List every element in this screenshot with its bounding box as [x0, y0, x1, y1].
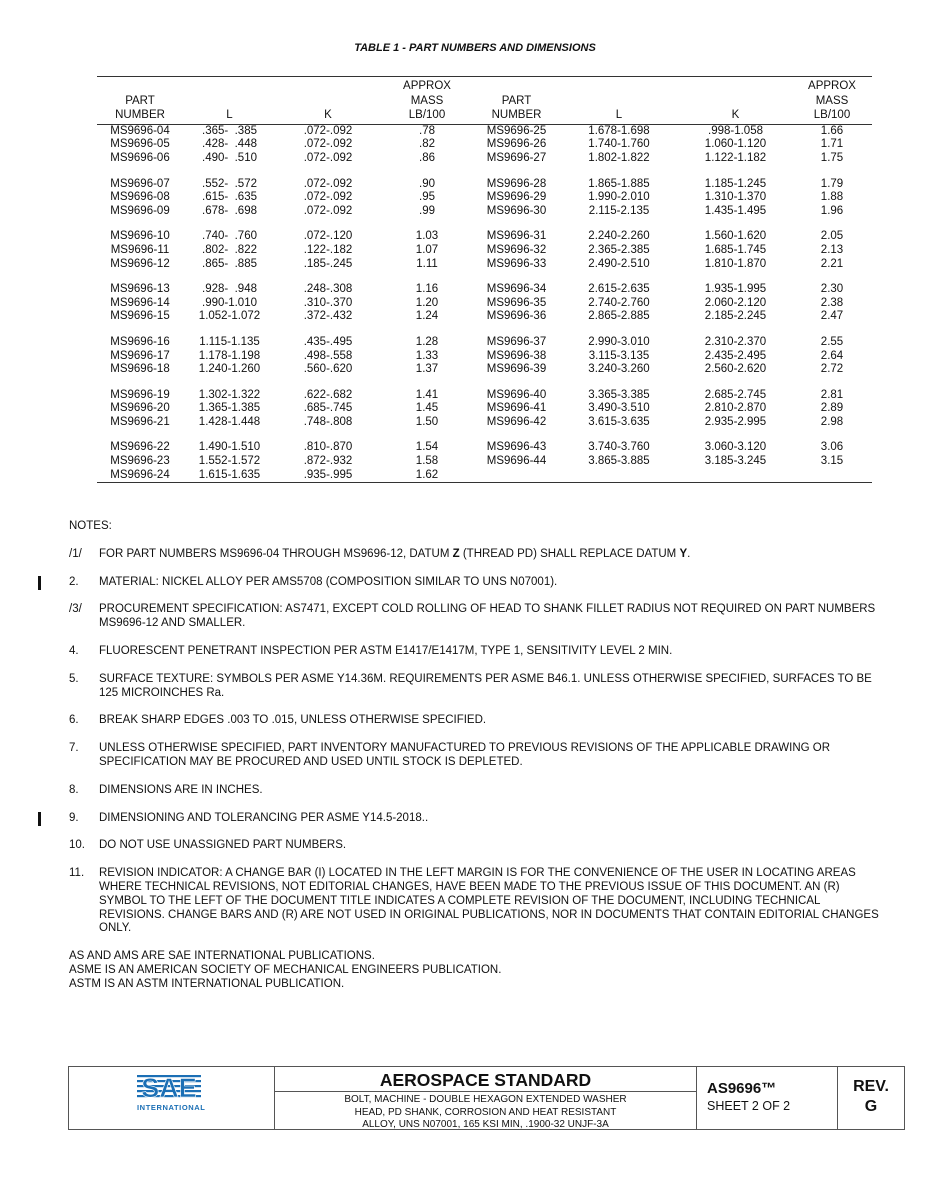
- l-right: 1.740-1.760: [588, 138, 650, 151]
- mass-left: 1.07: [415, 243, 439, 256]
- note-number: 11.: [69, 867, 85, 880]
- part-number-left: MS9696-15: [110, 310, 170, 323]
- mass-right: 3.06: [820, 441, 844, 454]
- part-number-left: MS9696-20: [110, 402, 170, 415]
- part-number-left: MS9696-05: [110, 138, 170, 151]
- mass-left: 1.54: [415, 441, 439, 454]
- l-left: 1.240-1.260: [198, 363, 261, 376]
- part-number-left: MS9696-09: [110, 204, 170, 217]
- part-numbers-table: [97, 76, 872, 483]
- k-left: .072-.120: [303, 230, 353, 243]
- sae-logo-icon: [137, 1073, 201, 1101]
- part-number-left: MS9696-11: [110, 243, 170, 256]
- part-number-right: MS9696-26: [486, 138, 547, 151]
- description-line: HEAD, PD SHANK, CORROSION AND HEAT RESISTANT: [354, 1106, 617, 1118]
- mass-right: 2.47: [820, 310, 844, 323]
- mass-left: .86: [419, 151, 435, 164]
- part-number-right: MS9696-43: [486, 441, 547, 454]
- header-part-right: PART: [501, 94, 532, 107]
- l-left: 1.178-1.198: [198, 349, 261, 362]
- mass-right: 2.30: [820, 283, 844, 296]
- l-right: 1.990-2.010: [588, 191, 650, 204]
- mass-left: .78: [419, 124, 435, 137]
- revision-value: G: [864, 1098, 878, 1115]
- note-number: 6.: [69, 714, 79, 727]
- l-right: 2.740-2.760: [588, 296, 650, 309]
- table-row: [97, 377, 872, 403]
- mass-right: 1.88: [820, 191, 844, 204]
- l-left: 1.115-1.135: [199, 335, 260, 348]
- header-k-left: K: [276, 109, 380, 124]
- logo-subtext: INTERNATIONAL: [137, 1103, 206, 1112]
- publication-line: ASTM IS AN ASTM INTERNATIONAL PUBLICATION.: [69, 977, 345, 990]
- note-number: 4.: [69, 644, 79, 657]
- k-left: .072-.092: [303, 177, 353, 190]
- part-number-right: MS9696-41: [486, 402, 547, 415]
- k-right: 1.060-1.120: [704, 138, 767, 151]
- mass-right: 2.05: [820, 230, 844, 243]
- note-number: /1/: [69, 547, 82, 560]
- l-right: 2.115-2.135: [588, 204, 650, 217]
- k-right: 3.185-3.245: [704, 455, 767, 468]
- k-right: [679, 469, 792, 483]
- part-number-right: MS9696-35: [486, 296, 547, 309]
- header-lb100-right: LB/100: [792, 109, 872, 124]
- l-left: .928- .948: [202, 283, 257, 296]
- l-right: 2.990-3.010: [588, 335, 650, 348]
- l-left: .678- .698: [202, 204, 257, 217]
- note-text: DIMENSIONS ARE IN INCHES.: [99, 783, 263, 796]
- k-right: 2.435-2.495: [704, 349, 767, 362]
- k-right: 2.185-2.245: [704, 310, 767, 323]
- k-right: 2.810-2.870: [704, 402, 767, 415]
- note-1-text-post: .: [687, 547, 691, 560]
- description-line: BOLT, MACHINE - DOUBLE HEXAGON EXTENDED WASHER: [344, 1094, 627, 1105]
- l-right: 1.865-1.885: [588, 177, 650, 190]
- table-row: [97, 205, 872, 219]
- part-number-left: MS9696-17: [110, 349, 170, 362]
- note-9: [69, 812, 879, 826]
- mass-right: 1.79: [820, 177, 844, 190]
- k-left: .310-.370: [303, 296, 353, 309]
- part-number-left: MS9696-18: [110, 363, 170, 376]
- part-number-right: MS9696-33: [486, 257, 547, 270]
- mass-left: 1.03: [415, 230, 439, 243]
- note-2: [69, 576, 879, 590]
- mass-right: 3.15: [820, 455, 844, 468]
- l-left: .365- .385: [202, 124, 257, 137]
- mass-left: 1.45: [415, 402, 439, 415]
- mass-right: 2.98: [820, 415, 844, 428]
- l-right: 3.115-3.135: [588, 349, 650, 362]
- table-row: [97, 324, 872, 350]
- mass-left: 1.16: [415, 283, 439, 296]
- l-right: 2.490-2.510: [588, 257, 650, 270]
- note-6: [69, 714, 879, 728]
- part-number-right: MS9696-29: [486, 191, 547, 204]
- table-row: [97, 244, 872, 258]
- k-left: .685-.745: [303, 402, 353, 415]
- header-k-right: K: [679, 109, 792, 124]
- part-number-left: MS9696-10: [110, 230, 170, 243]
- k-left: .622-.682: [303, 388, 353, 401]
- note-8: [69, 784, 879, 798]
- note-4: [69, 645, 879, 659]
- note-text: SURFACE TEXTURE: SYMBOLS PER ASME Y14.36M. REQUIREMENTS PER ASME B46.1. UNLESS OTHERWISE SPECIFIED, SURFACES TO BE 125 MICROINCHES Ra.: [99, 672, 872, 699]
- note-text: PROCUREMENT SPECIFICATION: AS7471, EXCEPT COLD ROLLING OF HEAD TO SHANK FILLET RADIUS NOT REQUIRED ON PART NUMBERS MS9696-12 AND SMALLER.: [99, 603, 876, 630]
- part-number-left: MS9696-06: [110, 151, 170, 164]
- datum-z: Z: [452, 547, 460, 560]
- k-left: .072-.092: [303, 204, 353, 217]
- table-row: [97, 271, 872, 297]
- part-number-right: MS9696-37: [486, 335, 547, 348]
- l-right: 2.365-2.385: [588, 243, 650, 256]
- part-number-right: [474, 469, 559, 483]
- k-right: 2.685-2.745: [704, 388, 767, 401]
- part-number-right: MS9696-31: [486, 230, 547, 243]
- mass-left: 1.20: [415, 296, 439, 309]
- mass-right: [792, 469, 872, 483]
- part-number-left: MS9696-23: [110, 455, 170, 468]
- l-right: 3.865-3.885: [588, 455, 650, 468]
- table-row: [97, 297, 872, 311]
- part-number-left: MS9696-07: [110, 177, 170, 190]
- mass-right: 1.71: [820, 138, 844, 151]
- k-right: 2.935-2.995: [704, 415, 767, 428]
- k-left: .435-.495: [303, 335, 353, 348]
- mass-left: 1.50: [415, 415, 439, 428]
- k-right: 2.310-2.370: [704, 335, 767, 348]
- mass-right: 1.96: [820, 204, 844, 217]
- k-left: .935-.995: [276, 469, 380, 483]
- k-right: 1.122-1.182: [704, 151, 767, 164]
- l-right: 2.615-2.635: [588, 283, 650, 296]
- k-left: .072-.092: [303, 138, 353, 151]
- note-number: /3/: [69, 603, 82, 616]
- mass-left: 1.28: [415, 335, 439, 348]
- part-number-left: MS9696-19: [110, 388, 170, 401]
- note-number: 5.: [69, 672, 79, 685]
- mass-right: 2.21: [820, 257, 844, 270]
- l-right: 3.240-3.260: [588, 363, 650, 376]
- part-number-left: MS9696-16: [110, 335, 170, 348]
- mass-right: 1.66: [820, 124, 844, 137]
- header-part-left: PART: [125, 94, 155, 107]
- l-left: 1.365-1.385: [198, 402, 261, 415]
- note-number: 10.: [69, 839, 85, 852]
- l-left: 1.052-1.072: [198, 310, 261, 323]
- note-number: 2.: [69, 575, 79, 588]
- part-number-right: MS9696-40: [486, 388, 547, 401]
- header-number-left: NUMBER: [97, 109, 183, 124]
- table-row: [97, 218, 872, 244]
- mass-right: 2.89: [820, 402, 844, 415]
- k-right: 1.560-1.620: [704, 230, 767, 243]
- table-row: [97, 152, 872, 166]
- k-left: .248-.308: [303, 283, 353, 296]
- table-row: [97, 455, 872, 469]
- notes-section: [69, 520, 879, 992]
- header-l-left: L: [183, 109, 276, 124]
- notes-heading: NOTES:: [69, 520, 112, 532]
- document-number-cell: [697, 1067, 838, 1129]
- table-row: [97, 124, 872, 138]
- note-11: [69, 867, 879, 936]
- part-number-right: MS9696-44: [486, 455, 547, 468]
- header-l-right: L: [559, 109, 679, 124]
- table-body: [97, 124, 872, 482]
- mass-left: 1.33: [415, 349, 439, 362]
- l-right: 2.240-2.260: [588, 230, 650, 243]
- k-left: .810-.870: [303, 441, 353, 454]
- mass-left: 1.37: [415, 363, 439, 376]
- table-row: [97, 416, 872, 430]
- revision-label: REV.: [853, 1078, 889, 1095]
- mass-right: 1.75: [820, 151, 844, 164]
- l-left: 1.302-1.322: [198, 388, 261, 401]
- header-lb100-left: LB/100: [380, 109, 474, 124]
- part-number-right: MS9696-25: [486, 124, 547, 137]
- table-row: [97, 166, 872, 192]
- mass-left: .99: [419, 204, 435, 217]
- l-left: 1.552-1.572: [198, 455, 261, 468]
- part-number-right: MS9696-36: [486, 310, 547, 323]
- k-left: .185-.245: [303, 257, 353, 270]
- header-number-right: NUMBER: [474, 109, 559, 124]
- part-number-left: MS9696-13: [110, 283, 170, 296]
- note-1: [69, 548, 879, 562]
- note-number: 7.: [69, 742, 79, 755]
- header-mass-right: MASS: [815, 94, 849, 107]
- part-number-left: MS9696-14: [110, 296, 170, 309]
- note-text: DO NOT USE UNASSIGNED PART NUMBERS.: [99, 839, 347, 852]
- table-row: [97, 429, 872, 455]
- note-text: BREAK SHARP EDGES .003 TO .015, UNLESS OTHERWISE SPECIFIED.: [99, 714, 487, 727]
- mass-left: .82: [419, 138, 435, 151]
- note-5: [69, 673, 879, 701]
- k-right: 3.060-3.120: [704, 441, 767, 454]
- k-left: .122-.182: [303, 243, 353, 256]
- k-right: 1.310-1.370: [704, 191, 767, 204]
- note-text: DIMENSIONING AND TOLERANCING PER ASME Y14.5-2018..: [99, 811, 429, 824]
- k-left: .072-.092: [303, 151, 353, 164]
- change-bar: [38, 576, 41, 590]
- note-text: FLUORESCENT PENETRANT INSPECTION PER ASTM E1417/E1417M, TYPE 1, SENSITIVITY LEVEL 2 MIN.: [99, 644, 673, 657]
- k-left: .072-.092: [303, 124, 353, 137]
- l-left: 1.615-1.635: [183, 469, 276, 483]
- mass-right: 2.81: [820, 388, 844, 401]
- l-left: 1.490-1.510: [198, 441, 261, 454]
- change-bar: [38, 812, 41, 826]
- table-row: [97, 191, 872, 205]
- k-right: 1.810-1.870: [704, 257, 767, 270]
- k-left: .560-.620: [303, 363, 353, 376]
- note-7: [69, 742, 879, 770]
- l-right: 2.865-2.885: [588, 310, 650, 323]
- part-number-right: MS9696-27: [486, 151, 547, 164]
- standard-description: [275, 1092, 696, 1132]
- table-row: [97, 138, 872, 152]
- mass-right: 2.64: [820, 349, 844, 362]
- mass-left: 1.58: [415, 455, 439, 468]
- k-left: .748-.808: [303, 415, 353, 428]
- publication-line: AS AND AMS ARE SAE INTERNATIONAL PUBLICATIONS.: [69, 950, 375, 963]
- note-text: REVISION INDICATOR: A CHANGE BAR (I) LOCATED IN THE LEFT MARGIN IS FOR THE CONVENIENCE OF THE USER IN LOCATING AREAS WHERE TECHNICAL REVISIONS, NOT EDITORIAL CHANGES, HAVE BEEN MADE TO THE PREVIOUS ISSUE OF THIS DOCUMENT. AN (R) SYMBOL TO THE LEFT OF THE DOCUMENT TITLE INDICATES A COMPLETE REVISION OF THE DOCUMENT, INCLUDING TECHNICAL REVISIONS. CHANGE BARS AND (R) ARE NOT USED IN ORIGINAL PUBLICATIONS, NOR IN DOCUMENTS THAT CONTAIN EDITORIAL CHANGES ONLY.: [99, 867, 879, 935]
- mass-left: 1.11: [416, 257, 438, 270]
- k-right: 1.935-1.995: [704, 283, 767, 296]
- k-left: .372-.432: [303, 310, 353, 323]
- datum-y: Y: [679, 547, 688, 560]
- l-left: .740- .760: [202, 230, 257, 243]
- part-number-right: MS9696-42: [486, 415, 547, 428]
- k-left: .498-.558: [303, 349, 353, 362]
- part-number-right: MS9696-28: [486, 177, 547, 190]
- note-1-text-pre: FOR PART NUMBERS MS9696-04 THROUGH MS9696-12, DATUM: [99, 547, 453, 560]
- header-approx-right: APPROX: [792, 77, 872, 95]
- document-number: AS9696™: [707, 1080, 777, 1097]
- mass-right: 2.13: [820, 243, 844, 256]
- table-row: [97, 350, 872, 364]
- l-right: 1.678-1.698: [588, 124, 650, 137]
- part-number-left: MS9696-04: [110, 124, 170, 137]
- publication-line: ASME IS AN AMERICAN SOCIETY OF MECHANICAL ENGINEERS PUBLICATION.: [69, 963, 502, 976]
- l-left: .865- .885: [202, 257, 257, 270]
- l-left: .490- .510: [202, 151, 257, 164]
- part-number-right: MS9696-30: [486, 204, 547, 217]
- publications-list: [69, 950, 879, 991]
- note-1-text-mid: (THREAD PD) SHALL REPLACE DATUM: [459, 547, 680, 560]
- part-number-left: MS9696-12: [110, 257, 170, 270]
- l-right: [559, 469, 679, 483]
- l-right: 3.490-3.510: [588, 402, 650, 415]
- logo-wordmark: SAE: [141, 1073, 197, 1101]
- l-left: .802- .822: [202, 243, 257, 256]
- header-approx-left: APPROX: [380, 77, 474, 95]
- note-text: UNLESS OTHERWISE SPECIFIED, PART INVENTORY MANUFACTURED TO PREVIOUS REVISIONS OF THE APPLICABLE DRAWING OR SPECIFICATION MAY BE PROCURED AND USED UNTIL STOCK IS DEPLETED.: [99, 742, 831, 768]
- part-number-left: MS9696-22: [110, 441, 170, 454]
- k-left: .872-.932: [303, 455, 353, 468]
- sheet-number: SHEET 2 OF 2: [707, 1099, 791, 1113]
- l-left: .552- .572: [202, 177, 257, 190]
- l-right: 3.615-3.635: [588, 415, 650, 428]
- l-left: .615- .635: [202, 191, 257, 204]
- mass-right: 2.72: [820, 363, 844, 376]
- note-10: [69, 839, 879, 853]
- l-right: 3.740-3.760: [588, 441, 650, 454]
- mass-right: 2.38: [820, 296, 844, 309]
- l-left: .428- .448: [202, 138, 257, 151]
- table-row: [97, 363, 872, 377]
- l-right: 3.365-3.385: [588, 388, 650, 401]
- part-number-right: MS9696-39: [486, 363, 547, 376]
- table-row: [97, 402, 872, 416]
- part-number-right: MS9696-38: [486, 349, 547, 362]
- mass-left: .90: [419, 177, 435, 190]
- table-title: TABLE 1 - PART NUMBERS AND DIMENSIONS: [354, 42, 596, 54]
- sae-logo: [69, 1067, 275, 1129]
- note-number: 8.: [69, 783, 79, 796]
- standard-title-cell: [275, 1067, 697, 1129]
- l-right: 1.802-1.822: [588, 151, 650, 164]
- note-3: [69, 603, 879, 631]
- l-left: 1.428-1.448: [198, 415, 261, 428]
- mass-left: 1.62: [380, 469, 474, 483]
- k-right: 2.060-2.120: [704, 296, 767, 309]
- note-text: MATERIAL: NICKEL ALLOY PER AMS5708 (COMPOSITION SIMILAR TO UNS N07001).: [99, 575, 558, 588]
- revision-cell: [838, 1067, 904, 1129]
- table-row: [97, 310, 872, 324]
- part-number-right: MS9696-34: [486, 283, 547, 296]
- part-number-right: MS9696-32: [486, 243, 547, 256]
- standard-name: AEROSPACE STANDARD: [275, 1070, 696, 1092]
- table-row: [97, 258, 872, 272]
- description-line: ALLOY, UNS N07001, 165 KSI MIN, .1900-32 UNJF-3A: [362, 1119, 609, 1130]
- l-left: .990-1.010: [202, 296, 257, 309]
- k-right: 2.560-2.620: [704, 363, 767, 376]
- k-right: 1.685-1.745: [704, 243, 767, 256]
- k-left: .072-.092: [303, 191, 353, 204]
- table-row: [97, 469, 872, 483]
- k-right: 1.185-1.245: [704, 177, 767, 190]
- mass-left: 1.24: [415, 310, 439, 323]
- k-right: .998-1.058: [708, 124, 763, 137]
- note-number: 9.: [69, 811, 79, 824]
- mass-right: 2.55: [820, 335, 844, 348]
- header-mass-left: MASS: [410, 94, 444, 107]
- mass-left: 1.41: [415, 388, 439, 401]
- title-block: [68, 1066, 905, 1130]
- part-number-left: MS9696-24: [97, 469, 183, 483]
- part-number-left: MS9696-08: [110, 191, 170, 204]
- k-right: 1.435-1.495: [704, 204, 767, 217]
- mass-left: .95: [419, 191, 435, 204]
- part-number-left: MS9696-21: [110, 415, 170, 428]
